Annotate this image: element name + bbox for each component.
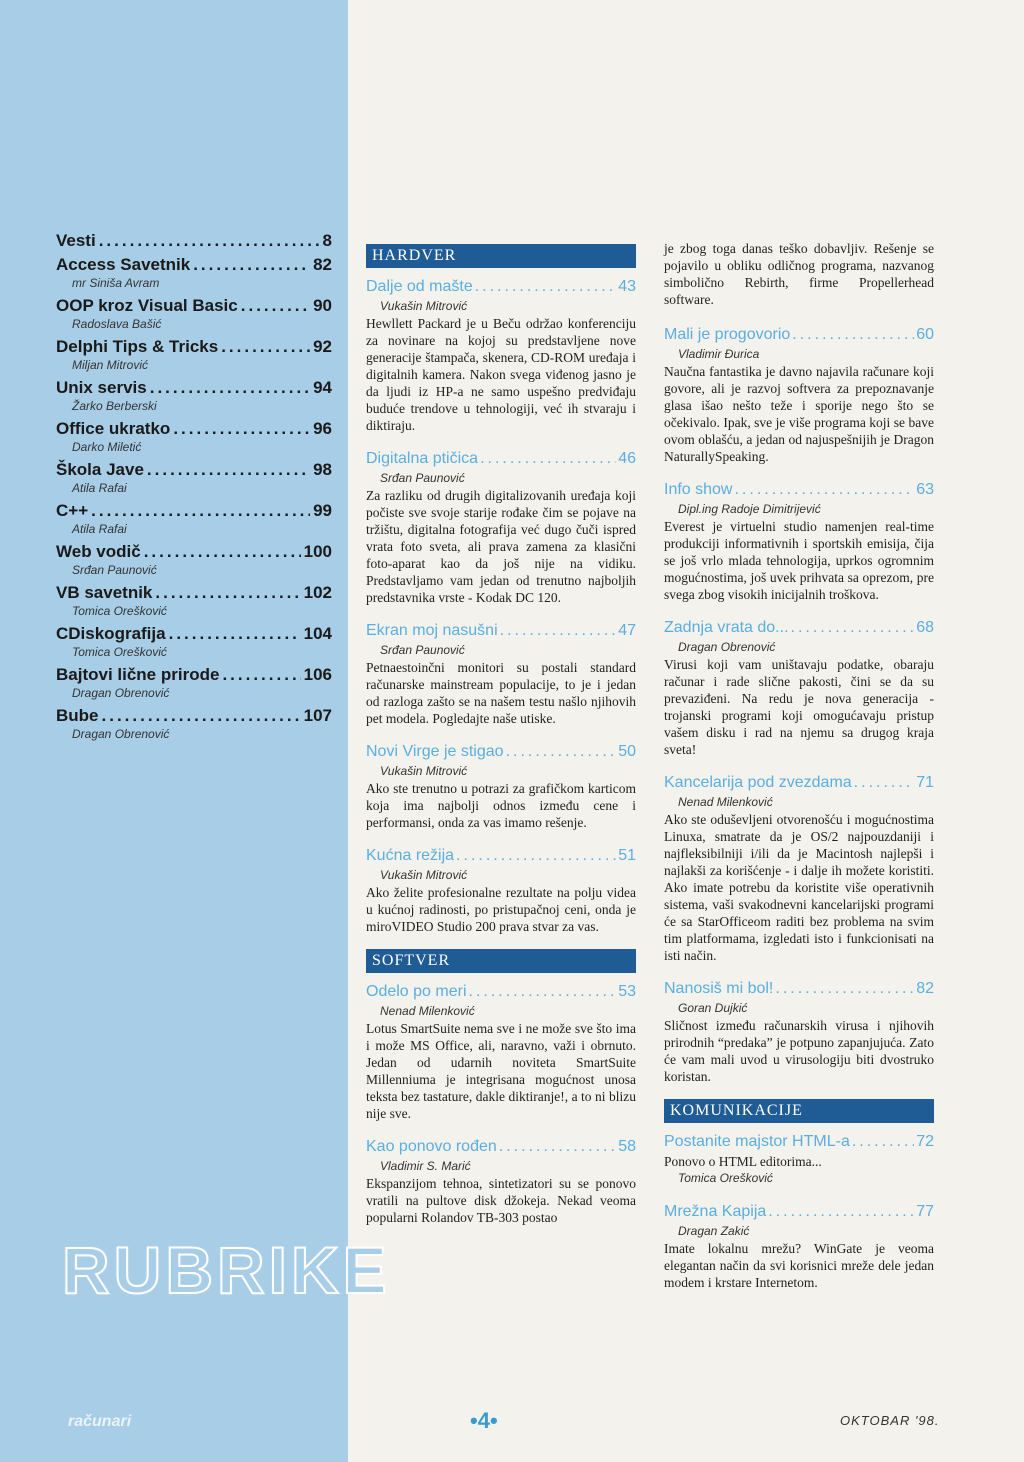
rubrika-item	[56, 582, 332, 621]
page-number: •4•	[470, 1408, 498, 1433]
rubrika-title: Vesti	[56, 231, 96, 250]
rubrika-title: Access Savetnik	[56, 255, 191, 274]
rubrika-page: 8	[322, 231, 332, 250]
article-page: 58	[618, 1138, 636, 1155]
article-author: Nenad Milenković	[380, 1004, 475, 1018]
article-summary: Lotus SmartSuite nema sve i ne može sve što ima i može MS Office, ali, naravno, važi i obrnuto. Jedan od udarnih noviteta SmartSuite Millenniuma je integrisana mogućnost unosa teksta bez tastature, dakle diktiranje!, a to ni blizu nije sve.	[366, 1021, 636, 1121]
rubrika-title: Bube	[56, 706, 99, 725]
rubrika-item	[56, 623, 332, 662]
article-entry	[366, 448, 636, 606]
article-author: Vladimir S. Marić	[380, 1159, 471, 1173]
rubrika-author: Darko Miletić	[72, 440, 142, 454]
article-entry	[664, 978, 934, 1085]
rubrika-item	[56, 705, 332, 744]
rubrika-title: C++	[56, 501, 89, 520]
article-entry	[366, 845, 636, 935]
article-author: Dipl.ing Radoje Dimitrijević	[678, 502, 821, 516]
rubrika-author: Tomica Orešković	[72, 604, 167, 618]
content-column-right	[664, 240, 934, 1305]
article-summary: Hewllett Packard je u Beču održao konferenciju za novinare na kojoj su predstavljene nove generacije štampača, skenera, CD-ROM uređaja i digitalnih kamera. Nakon svega viđenog jasno je da ljudi iz HP-a ne samo uspešno predviđaju buduće trendove u tehnologiji, već ih stvaraju i diktiraju.	[366, 316, 636, 433]
rubrika-page: 90	[313, 296, 332, 315]
article-summary: Everest je virtuelni studio namenjen real-time produkciji informativnih i sportskih emisija, čija se još vrlo mlada tehnologija, uprkos ogromnim mogućnostima, još uvek prihvata sa oprezom, pre svega zbog visokih inicijalnih troškova.	[664, 519, 934, 602]
article-summary: Ponovo o HTML editorima...	[664, 1154, 822, 1169]
article-title: Dalje od mašte	[366, 278, 473, 295]
article-author: Dragan Obrenović	[678, 640, 776, 654]
rubrika-item	[56, 230, 332, 252]
rubrika-page: 99	[313, 501, 332, 520]
article-summary: Ako ste oduševljeni otvorenošću i mogućnostima Linuxa, smatrate da je OS/2 najpouzdaniji i najfleksibilniji i/ili da je Macintosh najlepši i najlakši za korišćenje - i dalje ih možete koristiti. Ako imate potrebu da koristite više operativnih sistema, vaši svakodnevni kancelarijski programi će sa StarOfficeom raditi bez problema na svim tim platformama, izgledati isto i funkcionisati na isti način.	[664, 812, 934, 963]
article-summary: Ako želite profesionalne rezultate na polju videa u kućnoj radinosti, po pristupačnoj ceni, onda je miroVIDEO Studio 200 prava stvar za vas.	[366, 885, 636, 934]
article-title: Kućna režija	[366, 847, 455, 864]
article-page: 82	[916, 980, 934, 997]
rubrika-page: 107	[303, 706, 332, 725]
rubrika-author: Dragan Obrenović	[72, 727, 170, 741]
rubrika-author: Atila Rafai	[72, 481, 127, 495]
rubrika-item	[56, 336, 332, 375]
article-title: Nanosiš mi bol!	[664, 980, 774, 997]
rubrika-author: Žarko Berberski	[72, 399, 157, 413]
article-author: Srđan Paunović	[380, 471, 465, 485]
section-header-komunikacije: KOMUNIKACIJE	[664, 1099, 934, 1123]
rubrika-item	[56, 664, 332, 703]
section-header-hardver: HARDVER	[366, 244, 636, 268]
article-title: Odelo po meri	[366, 983, 467, 1000]
article-title: Postanite majstor HTML-a	[664, 1133, 850, 1150]
article-continuation: je zbog toga danas teško dobavljiv. Rešenje se pojavilo u obliku odličnog programa, nazvanog simbolično Rebirth, firme Propellerhead software.	[664, 241, 934, 307]
rubrika-title: OOP kroz Visual Basic	[56, 296, 238, 315]
article-entry	[664, 324, 934, 465]
magazine-logo: računari	[68, 1413, 132, 1430]
article-title: Kancelarija pod zvezdama	[664, 774, 852, 791]
rubrika-page: 94	[313, 378, 332, 397]
article-page: 50	[618, 743, 636, 760]
article-summary: Za razliku od drugih digitalizovanih uređaja koji počiste sve svoje starije rođake čim se pojave na tržištu, digitalna fotografija već dugo čuči ispred vrata foto sveta, ali prava zamena za klasični foto-aparat kao da još nije na vidiku. Predstavljamo vam jedan od trenutno najboljih predstavnika vrste - Kodak DC 120.	[366, 488, 636, 605]
article-page: 71	[916, 774, 934, 791]
rubrika-page: 102	[303, 583, 332, 602]
article-author: Goran Dujkić	[678, 1001, 748, 1015]
rubrika-page: 106	[303, 665, 332, 684]
article-summary: Ekspanzijom tehnoa, sintetizatori su se ponovo vratili na pultove disk džokeja. Nekad veoma popularni Rolandov TB-303 postao	[366, 1176, 636, 1225]
section-title-rubrike: RUBRIKE	[62, 1233, 391, 1307]
rubrika-item	[56, 418, 332, 457]
rubrika-item	[56, 500, 332, 539]
sidebar-panel	[0, 0, 391, 1462]
rubrika-item	[56, 459, 332, 498]
rubrika-title: Bajtovi lične prirode	[56, 665, 220, 684]
rubrika-author: Miljan Mitrović	[72, 358, 149, 372]
rubrika-title: VB savetnik	[56, 583, 153, 602]
article-summary: Naučna fantastika je davno najavila računare koji govore, ali je razvoj softvera za prepoznavanje glasa išao nešto teže i sporije nego što se očekivalo. Ipak, sve je više programa koji se bave ovom oblašću, a jedan od najuspešnijih je Dragon NaturallySpeaking.	[664, 364, 934, 464]
rubrika-title: CDiskografija	[56, 624, 166, 643]
article-author: Vukašin Mitrović	[380, 764, 468, 778]
rubrike-list	[56, 230, 332, 746]
article-title: Zadnja vrata do...	[664, 619, 789, 636]
article-title: Novi Virge je stigao	[366, 743, 504, 760]
rubrika-author: Tomica Orešković	[72, 645, 167, 659]
content-column-left	[366, 240, 636, 1240]
article-title: Mrežna Kapija	[664, 1203, 767, 1220]
article-entry	[366, 276, 636, 434]
article-title: Ekran moj nasušni	[366, 622, 498, 639]
rubrika-page: 98	[313, 460, 332, 479]
article-title: Info show	[664, 481, 733, 498]
rubrika-page: 96	[313, 419, 332, 438]
rubrika-author: Radoslava Bašić	[72, 317, 162, 331]
article-page: 53	[618, 983, 636, 1000]
rubrika-title: Škola Jave	[56, 460, 144, 479]
article-page: 46	[618, 450, 636, 467]
article-summary: Imate lokalnu mrežu? WinGate je veoma elegantan način da svi korisnici mreže dele jedan modem i krstare Internetom.	[664, 1241, 934, 1290]
rubrika-title: Web vodič	[56, 542, 141, 561]
rubrika-page: 92	[313, 337, 332, 356]
rubrika-page: 100	[303, 542, 332, 561]
article-author: Vukašin Mitrović	[380, 868, 468, 882]
article-author: Tomica Orešković	[678, 1171, 773, 1185]
article-summary: Petnaestoinčni monitori su postali standard računarske mainstream populacije, to je i jedan od razloga zašto se na našem testu našlo njihovih pet modela. Pogledajte naše utiske.	[366, 660, 636, 726]
rubrika-title: Unix servis	[56, 378, 147, 397]
article-title: Kao ponovo rođen	[366, 1138, 497, 1155]
rubrika-page: 82	[313, 255, 332, 274]
article-entry	[366, 620, 636, 727]
rubrika-item	[56, 541, 332, 580]
rubrika-page: 104	[303, 624, 332, 643]
rubrika-item	[56, 295, 332, 334]
rubrika-author: Srđan Paunović	[72, 563, 157, 577]
article-page: 77	[916, 1203, 934, 1220]
article-title: Digitalna ptičica	[366, 450, 479, 467]
article-page: 68	[916, 619, 934, 636]
article-page: 51	[618, 847, 636, 864]
article-page: 63	[916, 481, 934, 498]
rubrika-author: Dragan Obrenović	[72, 686, 170, 700]
rubrika-author: mr Siniša Avram	[72, 276, 160, 290]
article-entry	[366, 741, 636, 831]
article-entry	[664, 1201, 934, 1291]
rubrika-item	[56, 254, 332, 293]
article-author: Vukašin Mitrović	[380, 299, 468, 313]
article-summary: Virusi koji vam uništavaju podatke, obaraju računar i rade slične pakosti, čini se da su prevaziđeni. Na redu je nova generacija - trojanski programi koji omogućavaju pristup vašem disku i rad na njemu sa drugog kraja sveta!	[664, 657, 934, 757]
article-entry	[366, 981, 636, 1122]
article-entry	[664, 617, 934, 758]
article-entry	[664, 1131, 934, 1187]
article-author: Nenad Milenković	[678, 795, 773, 809]
article-summary: Sličnost između računarskih virusa i njihovih prirodnih “predaka” je potpuno zapanjujuća. Zato će vam mali uvod u virusologiju biti dvostruko koristan.	[664, 1018, 934, 1084]
article-author: Dragan Zakić	[678, 1224, 750, 1238]
rubrika-title: Delphi Tips & Tricks	[56, 337, 219, 356]
rubrika-item	[56, 377, 332, 416]
rubrika-title: Office ukratko	[56, 419, 171, 438]
article-entry	[664, 479, 934, 603]
article-title: Mali je progovorio	[664, 326, 791, 343]
article-summary: Ako ste trenutno u potrazi za grafičkom karticom koja ima najbolji odnos između cene i performansi, onda za vas imamo rešenje.	[366, 781, 636, 830]
article-page: 43	[618, 278, 636, 295]
issue-date: OKTOBAR '98.	[840, 1413, 940, 1428]
article-author: Srđan Paunović	[380, 643, 465, 657]
rubrika-author: Atila Rafai	[72, 522, 127, 536]
article-page: 47	[618, 622, 636, 639]
article-entry	[664, 772, 934, 964]
article-page: 60	[916, 326, 934, 343]
section-header-softver: SOFTVER	[366, 949, 636, 973]
article-page: 72	[916, 1133, 934, 1150]
article-author: Vladimir Đurica	[678, 347, 760, 361]
article-entry	[366, 1136, 636, 1226]
